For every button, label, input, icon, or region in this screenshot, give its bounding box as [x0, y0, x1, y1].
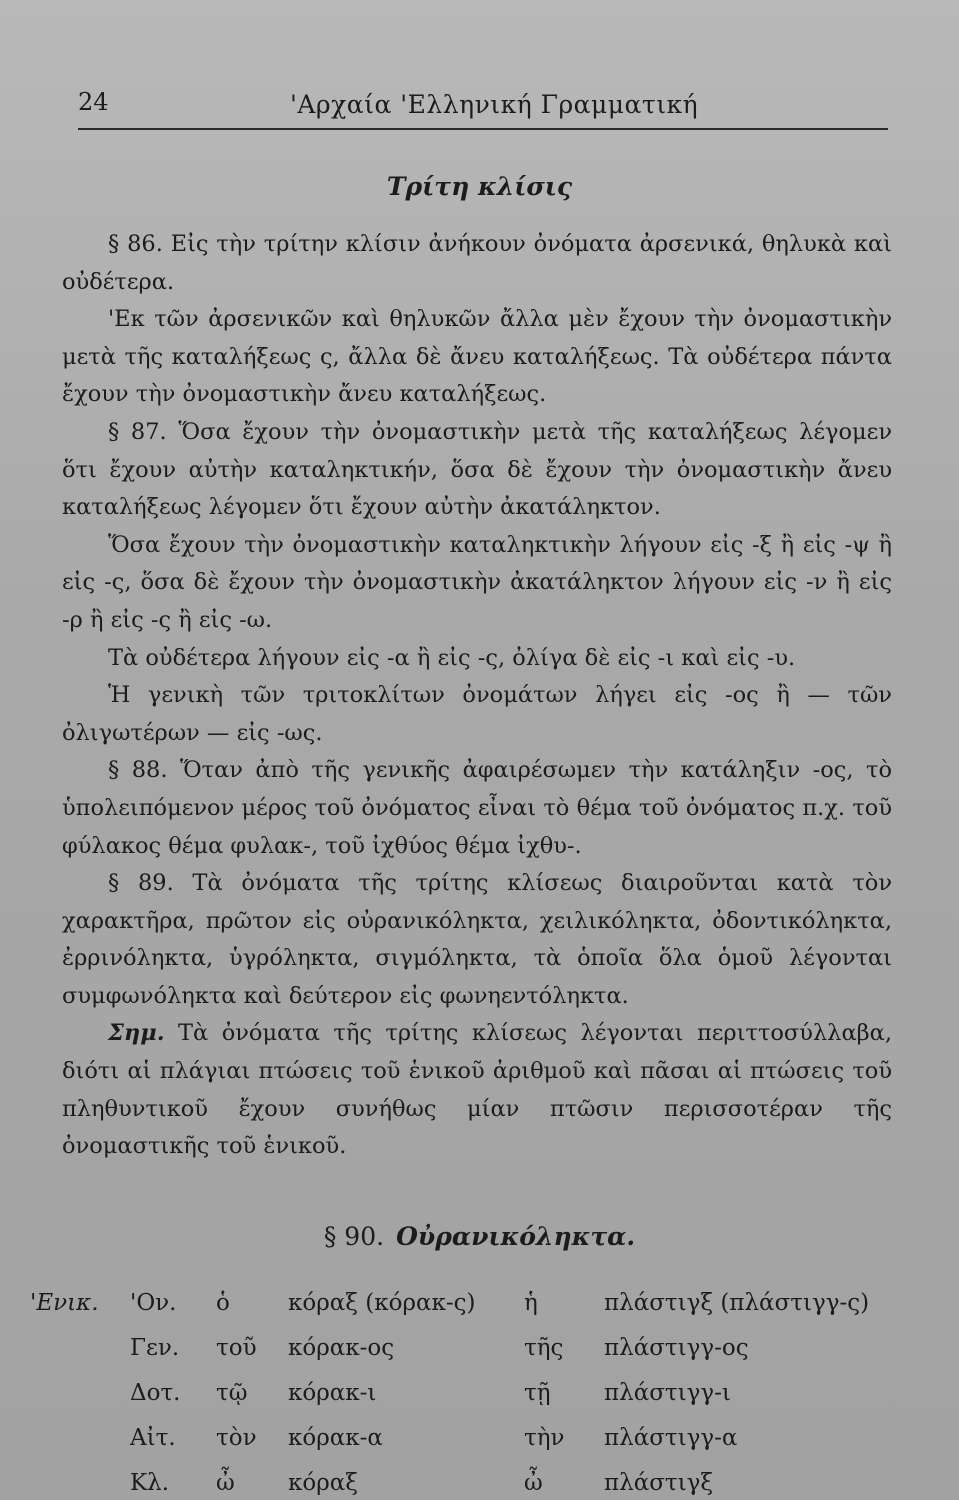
case-label: 'Ον.	[130, 1289, 177, 1316]
running-title: 'Αρχαία 'Ελληνική Γραμματική	[290, 90, 699, 119]
case-label: Κλ.	[130, 1469, 170, 1496]
table-row	[30, 1325, 910, 1370]
table-row	[30, 1415, 910, 1460]
case-label: Γεν.	[130, 1334, 180, 1361]
page-header	[78, 88, 898, 128]
page-number: 24	[78, 88, 109, 116]
feminine-article: τῆς	[524, 1334, 564, 1361]
note-label: Σημ.	[108, 1020, 165, 1047]
masculine-form: κόραξ	[288, 1469, 358, 1496]
feminine-form: πλάστιγξ	[604, 1469, 714, 1496]
masculine-form: κόρακ-ος	[288, 1334, 395, 1361]
body-text	[62, 226, 892, 1166]
table-section-mark: § 90.	[323, 1222, 385, 1251]
feminine-article: τὴν	[524, 1424, 565, 1451]
masculine-article: τῷ	[216, 1379, 248, 1406]
feminine-article: ὦ	[524, 1469, 543, 1496]
masculine-article: ὦ	[216, 1469, 235, 1496]
number-label	[30, 1370, 130, 1415]
masculine-form: κόρακ-ι	[288, 1379, 377, 1406]
feminine-form: πλάστιγξ (πλάστιγγ-ς)	[604, 1289, 870, 1316]
feminine-form: πλάστιγγ-α	[604, 1424, 738, 1451]
number-label	[30, 1460, 130, 1500]
number-label: 'Ενικ.	[30, 1289, 99, 1316]
feminine-article: τῇ	[524, 1379, 551, 1406]
table-heading	[0, 1222, 959, 1251]
paragraph-endings: 'Εκ τῶν ἀρσενικῶν καὶ θηλυκῶν ἄλλα μὲν ἔχουν τὴν ὀνομαστικὴν μετὰ τῆς καταλήξεως ς, ἄλλα δὲ ἄνευ καταλήξεως. Τὰ οὐδέτερα πάντα ἔχουν τὴν ὀνομαστικὴν ἄνευ καταλήξεως.	[62, 306, 892, 408]
paragraph-87: § 87. Ὅσα ἔχουν τὴν ὀνομαστικὴν μετὰ τῆς καταλήξεως λέγομεν ὅτι ἔχουν αὐτὴν καταληκτικήν, ὅσα δὲ ἔχουν τὴν ὀνομαστικὴν ἄνευ καταλήξεως λέγομεν ὅτι ἔχουν αὐτὴν ἀκατάληκτον.	[62, 418, 892, 521]
table-row	[30, 1460, 910, 1500]
masculine-form: κόρακ-α	[288, 1424, 383, 1451]
paragraph-86: § 86. Εἰς τὴν τρίτην κλίσιν ἀνήκουν ὀνόματα ἀρσενικά, θηλυκὰ καὶ οὐδέτερα.	[62, 231, 892, 295]
table-row	[30, 1280, 910, 1325]
table-title: Οὐρανικόληκτα.	[396, 1222, 636, 1251]
note-text: Τὰ ὀνόματα τῆς τρίτης κλίσεως λέγονται περιττοσύλλαβα, διότι αἱ πλάγιαι πτώσεις τοῦ ἑνικοῦ ἀριθμοῦ καὶ πᾶσαι αἱ πτώσεις τοῦ πληθυντικοῦ ἔχουν συνήθως μίαν πτῶσιν περισσοτέραν τῆς ὀνομαστικῆς τοῦ ἑνικοῦ.	[62, 1020, 892, 1160]
note-paragraph	[62, 1015, 892, 1165]
table-row	[30, 1370, 910, 1415]
masculine-article: ὁ	[216, 1289, 230, 1316]
masculine-article: τοῦ	[216, 1334, 257, 1361]
feminine-form: πλάστιγγ-ι	[604, 1379, 731, 1406]
masculine-article: τὸν	[216, 1424, 257, 1451]
case-label: Δοτ.	[130, 1379, 181, 1406]
case-label: Αἰτ.	[130, 1424, 176, 1451]
paragraph-neuters: Τὰ οὐδέτερα λήγουν εἰς -α ἢ εἰς -ς, ὀλίγα δὲ εἰς -ι καὶ εἰς -υ.	[108, 644, 796, 671]
paragraph-88: § 88. Ὅταν ἀπὸ τῆς γενικῆς ἀφαιρέσωμεν τὴν κατάληξιν -ος, τὸ ὑπολειπόμενον μέρος τοῦ ὀνόματος εἶναι τὸ θέμα τοῦ ὀνόματος π.χ. τοῦ φύλακος θέμα φυλακ-, τοῦ ἰχθύος θέμα ἰχθυ-.	[62, 757, 892, 859]
feminine-form: πλάστιγγ-ος	[604, 1334, 749, 1361]
feminine-article: ἡ	[524, 1289, 538, 1316]
paragraph-89: § 89. Τὰ ὀνόματα τῆς τρίτης κλίσεως διαιροῦνται κατὰ τὸν χαρακτῆρα, πρῶτον εἰς οὐρανικόληκτα, χειλικόληκτα, ὀδοντικόληκτα, ἐρρινόληκτα, ὑγρόληκτα, σιγμόληκτα, τὰ ὁποῖα ὅλα ὁμοῦ λέγονται συμφωνόληκτα καὶ δεύτερον εἰς φωνηεντόληκτα.	[62, 870, 892, 1009]
declension-table	[30, 1280, 910, 1500]
header-rule	[78, 128, 888, 130]
number-label	[30, 1415, 130, 1460]
paragraph-genitive: Ἡ γενικὴ τῶν τριτοκλίτων ὀνομάτων λήγει εἰς -ος ἢ — τῶν ὀλιγωτέρων — εἰς -ως.	[62, 682, 892, 746]
masculine-form: κόραξ (κόρακ-ς)	[288, 1289, 476, 1316]
paragraph-nominative: Ὅσα ἔχουν τὴν ὀνομαστικὴν καταληκτικὴν λήγουν εἰς -ξ ἢ εἰς -ψ ἢ εἰς -ς, ὅσα δὲ ἔχουν τὴν ὀνομαστικὴν ἀκατάληκτον λήγουν εἰς -ν ἢ εἰς -ρ ἢ εἰς -ς ἢ εἰς -ω.	[62, 531, 892, 633]
section-title: Τρίτη κλίσις	[386, 172, 573, 201]
number-label	[30, 1325, 130, 1370]
